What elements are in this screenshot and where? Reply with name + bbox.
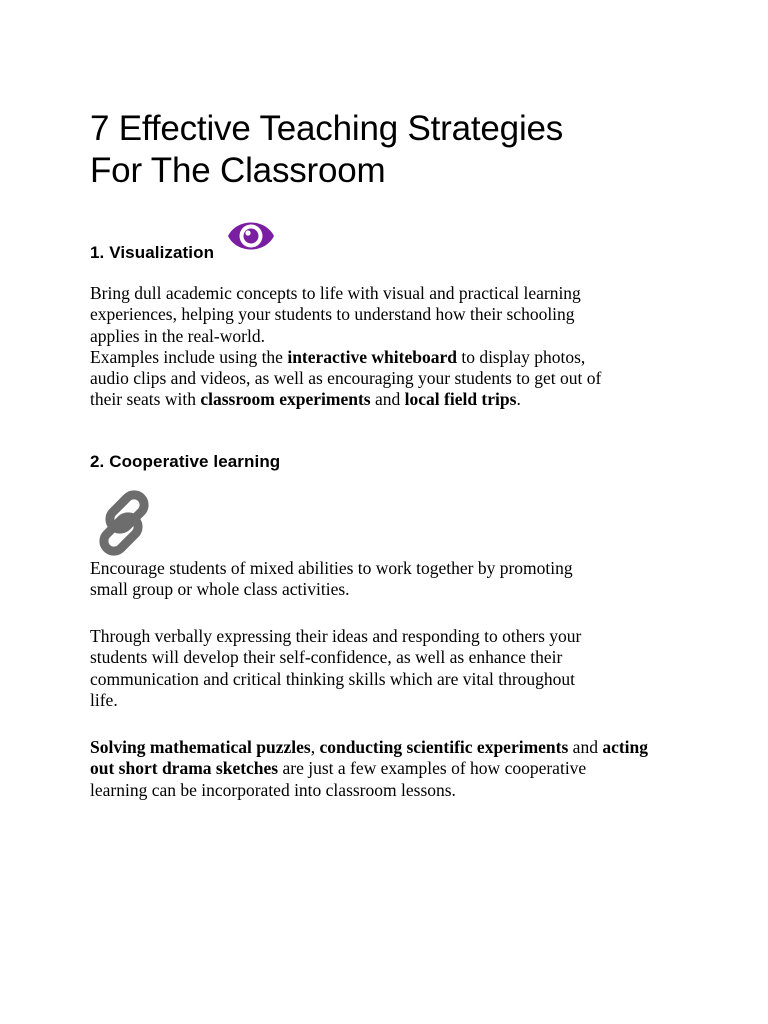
text-line: learning can be incorporated into classroom lessons. — [90, 779, 456, 800]
bold-text: conducting scientific experiments — [319, 737, 569, 757]
section-heading-cooperative-learning: 2. Cooperative learning — [90, 452, 281, 471]
text-line: applies in the real-world. — [90, 325, 265, 346]
page-title-line-2: For The Classroom — [90, 151, 386, 190]
text-line — [90, 758, 690, 779]
text-run: and — [568, 737, 603, 757]
text-line — [90, 737, 690, 758]
eye-icon — [226, 213, 276, 259]
bold-text: local field trips — [404, 389, 517, 410]
text-line: students will develop their self-confidence, as well as enhance their — [90, 647, 563, 668]
cooperative-paragraph-1 — [90, 558, 690, 601]
text-run: Examples include using the — [90, 346, 288, 367]
cooperative-paragraph-3 — [90, 737, 690, 801]
text-line: Through verbally expressing their ideas and responding to others your — [90, 626, 582, 646]
text-line: experiences, helping your students to understand how their schooling — [90, 304, 575, 325]
text-run: to display photos, — [456, 346, 586, 367]
visualization-paragraph — [90, 283, 690, 411]
page-title — [90, 108, 690, 192]
text-line: Bring dull academic concepts to life with visual and practical learning — [90, 283, 581, 303]
text-line: small group or whole class activities. — [90, 579, 350, 600]
cooperative-paragraph-2 — [90, 626, 690, 711]
text-line: Encourage students of mixed abilities to work together by promoting — [90, 558, 573, 578]
text-run: and — [370, 389, 405, 410]
bold-text: interactive whiteboard — [287, 346, 457, 367]
text-line: audio clips and videos, as well as encouraging your students to get out of — [90, 368, 602, 389]
text-run: . — [516, 389, 521, 410]
link-icon — [90, 488, 158, 558]
bold-text: classroom experiments — [200, 389, 371, 410]
text-line: communication and critical thinking skills which are vital throughout — [90, 668, 576, 689]
text-line — [90, 347, 690, 368]
text-line: life. — [90, 689, 118, 710]
text-run: , — [310, 737, 320, 757]
bold-text: out short drama sketches — [90, 758, 279, 779]
text-run: their seats with — [90, 389, 201, 410]
bold-text: acting — [602, 737, 649, 757]
text-line — [90, 389, 690, 410]
page-title-line-1: 7 Effective Teaching Strategies — [90, 109, 564, 148]
text-run: are just a few examples of how cooperative — [278, 758, 587, 779]
section-heading-visualization: 1. Visualization — [90, 243, 215, 262]
bold-text: Solving mathematical puzzles — [90, 737, 311, 757]
